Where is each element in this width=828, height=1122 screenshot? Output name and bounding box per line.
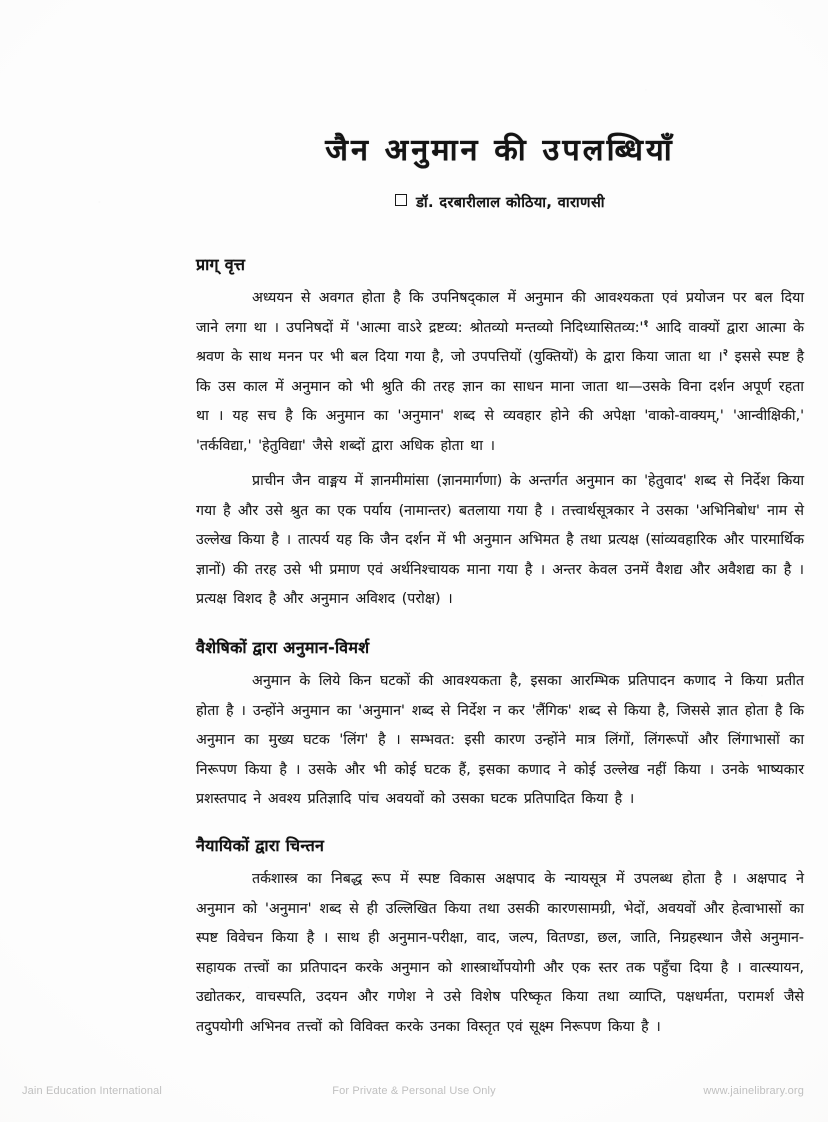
paragraph [196,461,804,615]
paragraph-text: अनुमान के लिये किन घटकों की आवश्यकता है, इसका आरम्भिक प्रतिपादन कणाद ने किया प्रतीत होता है । उन्होंने अनुमान का 'अनुमान' शब्द से निर्देश न कर 'लैंगिक' शब्द से किया है, जिससे ज्ञात होता है कि अनुमान का मुख्य घटक 'लिंग' है । सम्भवत: इसी कारण उन्होंने मात्र लिंगों, लिंगरूपों और लिंगाभासों का निरूपण किया है । उसके और भी कोई घटक हैं, इसका कणाद ने कोई उल्लेख नहीं किया । उनके भाष्यकार प्रशस्तपाद ने अवश्य प्रतिज्ञादि पांच अवयवों को उसका घटक प्रतिपादित किया है । [196,673,804,808]
paragraph [196,658,804,815]
section-heading-prag-vritt: प्राग् वृत्त [196,254,246,274]
footnote-marker: १ [643,317,649,329]
footer-usage-notice: For Private & Personal Use Only [332,1085,496,1097]
author-byline [196,170,804,212]
footer-website-url: www.jainelibrary.org [703,1085,804,1097]
page-footer [0,1082,828,1100]
paragraph-text: अध्ययन से अवगत होता है कि उपनिषद्काल में अनुमान की आवश्यकता एवं प्रयोजन पर बल दिया जाने लगा था । उपनिषदों में 'आत्मा वाऽरे द्रष्टव्य: श्रोतव्यो मन्तव्यो निदिध्यासितव्य:' [196,290,804,336]
author-byline-text: डॉ. दरबारीलाल कोठिया, वाराणसी [416,194,605,211]
square-bullet-icon [395,194,407,206]
section-heading-vaisheshikon-dwara-anuman-vimarsh: वैशेषिकों द्वारा अनुमान-विमर्श [196,637,370,657]
page-content [196,0,804,1042]
page-title: जैन अनुमान की उपलब्धियाँ [325,133,675,168]
paragraph-text: तर्कशास्त्र का निबद्ध रूप में स्पष्ट विकास अक्षपाद के न्यायसूत्र में उपलब्ध होता है । अक्षपाद ने अनुमान को 'अनुमान' शब्द से ही उल्लिखित किया तथा उसकी कारणसामग्री, भेदों, अवयवों और हेत्वाभासों का स्पष्ट विवेचन किया है । साथ ही अनुमान-परीक्षा, वाद, जल्प, वितण्डा, छल, जाति, निग्रहस्थान जैसे अनुमान-सहायक तत्त्वों का प्रतिपादन करके अनुमान को शास्त्रार्थोपयोगी और एक स्तर तक पहुँचा दिया है । वात्स्यायन, उद्योतकर, वाचस्पति, उदयन और गणेश ने उसे विशेष परिष्कृत किया तथा व्याप्ति, पक्षधर्मता, परामर्श जैसे तदुपयोगी अभिनव तत्त्वों को विविक्त करके उनका विस्तृत एवं सूक्ष्म निरूपण किया है । [196,871,804,1035]
paragraph-text: इससे स्पष्ट है कि उस काल में अनुमान को भी श्रुति की तरह ज्ञान का साधन माना जाता था—उसके विना दर्शन अपूर्ण रहता था । यह सच है कि अनुमान का 'अनुमान' शब्द से व्यवहार होने की अपेक्षा 'वाको-वाक्यम्,' 'आन्वीक्षिकी,' 'तर्कविद्या,' 'हेतुविद्या' जैसे शब्दों द्वारा अधिक होता था । [196,349,804,454]
paragraph-text: प्राचीन जैन वाङ्मय में ज्ञानमीमांसा (ज्ञानमार्गणा) के अन्तर्गत अनुमान का 'हेतुवाद' शब्द से निर्देश किया गया है और उसे श्रुत का एक पर्याय (नामान्तर) बतलाया गया है । तत्त्वार्थसूत्रकार ने उसका 'अभिनिबोध' नाम से उल्लेख किया है । तात्पर्य यह कि जैन दर्शन में भी अनुमान अभिमत है तथा प्रत्यक्ष (सांव्यवहारिक और पारमार्थिक ज्ञानों) की तरह उसे भी प्रमाण एवं अर्थनिश्चायक माना गया है । अन्तर केवल उनमें वैशद्य और अवैशद्य का है । प्रत्यक्ष विशद है और अनुमान अविशद (परोक्ष) । [196,473,804,608]
footnote-marker: २ [722,347,728,359]
paragraph [196,856,804,1042]
section-heading-naiyayikon-dwara-chintan: नैयायिकों द्वारा चिन्तन [196,835,325,855]
footer-organization: Jain Education International [22,1085,162,1097]
paragraph-text: आदि वाक्यों द्वारा आत्मा के श्रवण के साथ मनन पर भी बल दिया गया है, जो उपपत्तियों (युक्तियों) के द्वारा किया जाता था । [196,319,805,366]
paragraph [196,275,804,461]
